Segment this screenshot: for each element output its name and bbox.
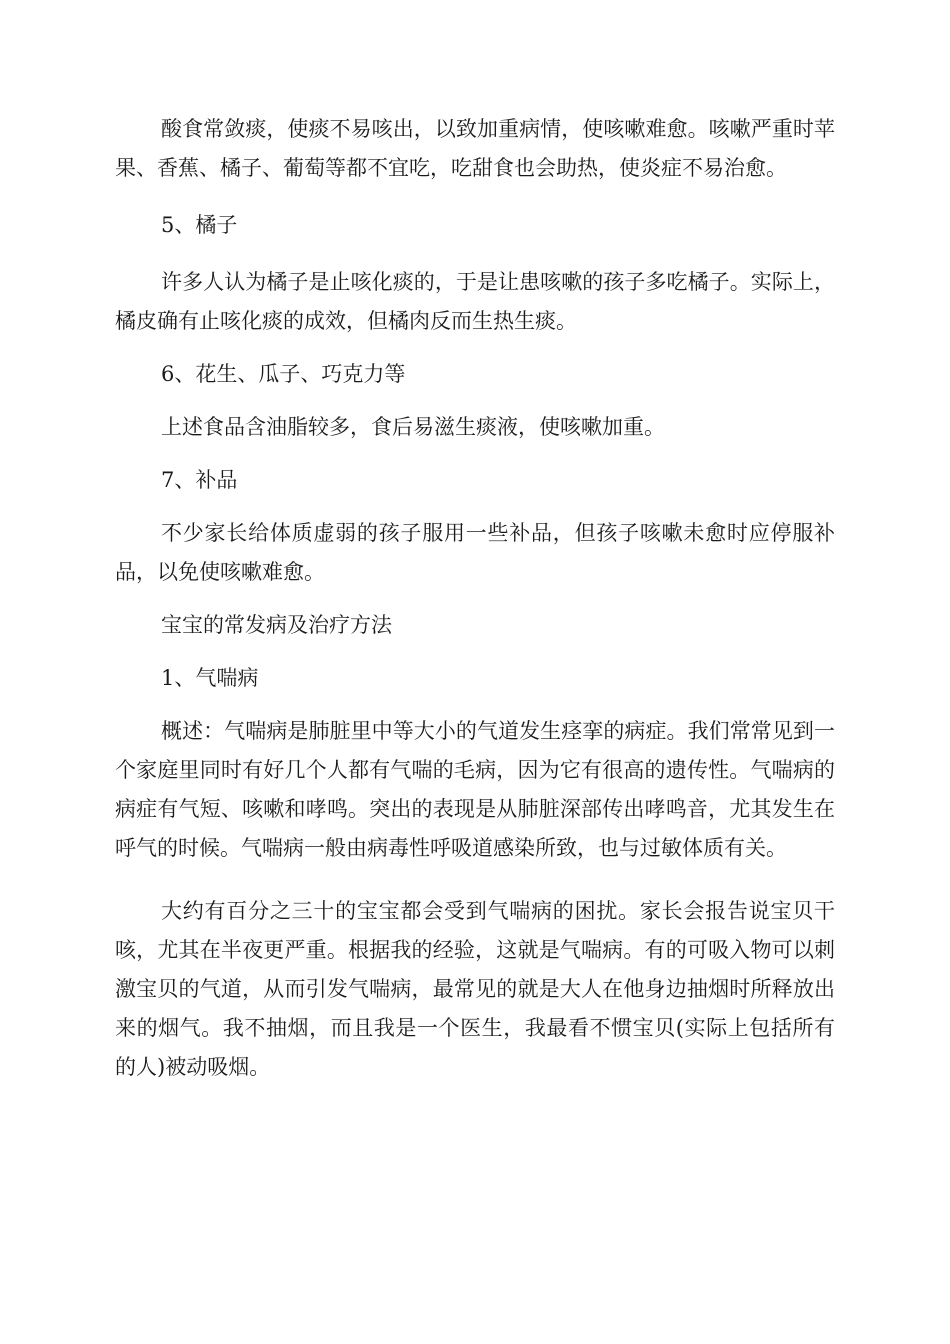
paragraph-asthma-overview: 概述：气喘病是肺脏里中等大小的气道发生痉挛的病症。我们常常见到一个家庭里同时有好几个人都有气喘的毛病，因为它有很高的遗传性。气喘病的病症有气短、咳嗽和哮鸣。突出的表现是从肺脏深部传出哮鸣音，尤其发生在呼气的时候。气喘病一般由病毒性呼吸道感染所致，也与过敏体质有关。	[115, 719, 835, 860]
paragraph-oranges: 许多人认为橘子是止咳化痰的，于是让患咳嗽的孩子多吃橘子。实际上，橘皮确有止咳化痰的成效，但橘肉反而生热生痰。	[115, 270, 835, 333]
heading-peanuts-seeds-chocolate: 6、花生、瓜子、巧克力等	[161, 362, 406, 386]
paragraph-acidic-food: 酸食常敛痰，使痰不易咳出，以致加重病情，使咳嗽难愈。咳嗽严重时苹果、香蕉、橘子、葡萄等都不宜吃，吃甜食也会助热，使炎症不易治愈。	[115, 117, 835, 180]
heading-asthma: 1、气喘病	[161, 666, 259, 690]
paragraph-oily-foods: 上述食品含油脂较多，食后易滋生痰液，使咳嗽加重。	[161, 415, 665, 439]
paragraph-asthma-prevalence: 大约有百分之三十的宝宝都会受到气喘病的困扰。家长会报告说宝贝干咳，尤其在半夜更严重。根据我的经验，这就是气喘病。有的可吸入物可以刺激宝贝的气道，从而引发气喘病，最常见的就是大人在他身边抽烟时所释放出来的烟气。我不抽烟，而且我是一个医生，我最看不惯宝贝(实际上包括所有的人)被动吸烟。	[115, 899, 835, 1079]
heading-tonics: 7、补品	[161, 468, 238, 492]
document-page	[115, 110, 835, 1087]
section-title-common-illnesses: 宝宝的常发病及治疗方法	[161, 613, 392, 637]
paragraph-tonics: 不少家长给体质虚弱的孩子服用一些补品，但孩子咳嗽未愈时应停服补品，以免使咳嗽难愈。	[115, 521, 835, 584]
heading-oranges: 5、橘子	[161, 213, 238, 237]
